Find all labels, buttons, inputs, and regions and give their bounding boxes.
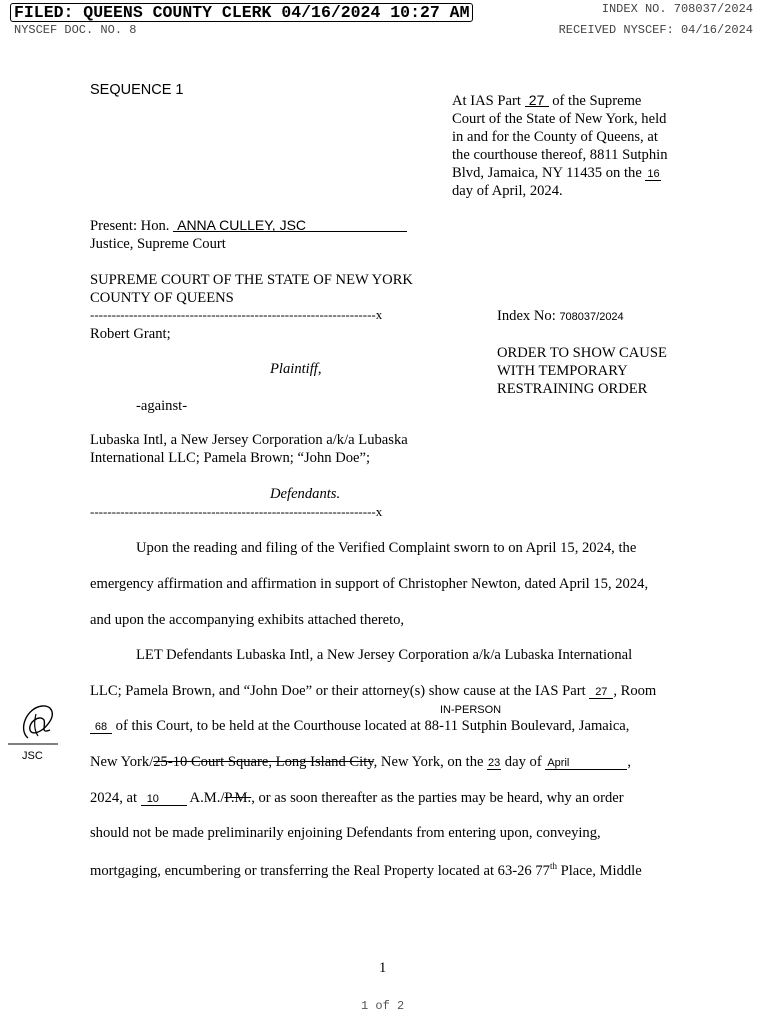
- body-p2-line4-end: ,: [627, 754, 631, 770]
- ias-part-number: 27: [525, 94, 549, 107]
- body-p2-line1: LET Defendants Lubaska Intl, a New Jersey Corporation a/k/a Lubaska International: [136, 647, 633, 663]
- body-p2-line7: [90, 861, 642, 880]
- caption-divider-top: ------------------------------------------------------------------x: [90, 307, 383, 322]
- defendants-line2: International LLC; Pamela Brown; “John Doe”;: [90, 450, 371, 466]
- caption-divider-bottom: ------------------------------------------------------------------x: [90, 504, 383, 519]
- ias-prefix: At IAS Part: [452, 93, 521, 109]
- ias-line4: the courthouse thereof, 8811 Sutphin: [452, 147, 668, 163]
- in-person-annotation: IN-PERSON: [440, 704, 502, 716]
- body-p2-line2-end: , Room: [613, 683, 657, 699]
- page-number: 1: [379, 960, 387, 976]
- body-p2-line4-a: New York/: [90, 754, 154, 770]
- plaintiff-name: Robert Grant;: [90, 326, 171, 342]
- body-p2-line2: [90, 683, 656, 700]
- ias-line6: day of April, 2024.: [452, 183, 563, 199]
- struck-pm: P.M.: [224, 790, 252, 806]
- struck-location: 25-10 Court Square, Long Island City: [153, 754, 374, 770]
- ias-day: 16: [647, 168, 660, 180]
- order-title-line3: RESTRAINING ORDER: [497, 381, 648, 397]
- order-title: [497, 344, 667, 398]
- justice-title: Justice, Supreme Court: [90, 236, 226, 252]
- judge-initials-signature: [8, 700, 60, 746]
- plaintiff-label: Plaintiff,: [270, 361, 322, 377]
- hearing-month: April: [545, 757, 627, 770]
- body-p1-line2: emergency affirmation and affirmation in support of Christopher Newton, dated April 15, 2024,: [90, 576, 649, 592]
- ias-line2: Court of the State of New York, held: [452, 111, 667, 127]
- against-label: -against-: [136, 398, 188, 414]
- hearing-part: 27: [589, 686, 613, 699]
- court-name: SUPREME COURT OF THE STATE OF NEW YORK: [90, 272, 413, 288]
- body-p2-line5-b: , or as soon thereafter as the parties may be heard, why an order: [251, 790, 624, 806]
- body-p2-day-of: day of: [504, 754, 542, 770]
- index-number-block: [497, 308, 624, 325]
- defendants-label: Defendants.: [270, 486, 341, 502]
- hearing-day: 23: [488, 757, 501, 769]
- ias-line1-rest: of the Supreme: [552, 93, 642, 109]
- court-county: COUNTY OF QUEENS: [90, 290, 234, 306]
- body-p2-line6: should not be made preliminarily enjoining Defendants from entering upon, conveying,: [90, 825, 601, 841]
- body-p1-line3: and upon the accompanying exhibits attached thereto,: [90, 612, 405, 628]
- index-number-header: INDEX NO. 708037/2024: [601, 2, 753, 16]
- ordinal-suffix: th: [549, 861, 557, 871]
- index-label: Index No:: [497, 308, 556, 324]
- filed-stamp: FILED: QUEENS COUNTY CLERK 04/16/2024 10:27 AM: [10, 3, 473, 22]
- present-prefix: Present: Hon.: [90, 218, 170, 234]
- body-p2-line7-a: mortgaging, encumbering or transferring the Real Property located at 63-26 77: [90, 862, 550, 879]
- received-date: RECEIVED NYSCEF: 04/16/2024: [558, 23, 753, 37]
- body-p2-line3-text: of this Court, to be held at the Courthouse located at 88-11 Sutphin Boulevard, Jamaica,: [115, 718, 630, 734]
- ias-line3: in and for the County of Queens, at: [452, 129, 658, 145]
- ias-line5-prefix: Blvd, Jamaica, NY 11435 on the: [452, 165, 642, 181]
- order-title-line1: ORDER TO SHOW CAUSE: [497, 345, 667, 361]
- body-p1-line1: Upon the reading and filing of the Verified Complaint sworn to on April 15, 2024, the: [136, 540, 637, 556]
- hearing-room: 68: [90, 721, 112, 734]
- body-p2-line7-b: Place, Middle: [556, 862, 642, 879]
- judge-name: ANNA CULLEY, JSC: [173, 219, 407, 232]
- am-label: A.M./: [189, 790, 225, 806]
- body-p2-line5-a: 2024, at: [90, 790, 138, 806]
- hearing-time: 10: [141, 793, 187, 806]
- initials-jsc-label: JSC: [22, 750, 43, 762]
- nyscef-doc-no: NYSCEF DOC. NO. 8: [14, 23, 137, 37]
- page-of-label: 1 of 2: [361, 999, 405, 1013]
- present-line: [90, 218, 407, 235]
- body-p2-line2-text: LLC; Pamela Brown, and “John Doe” or their attorney(s) show cause at the IAS Part: [90, 683, 586, 699]
- body-p2-line5: [90, 790, 624, 807]
- ias-block: [452, 92, 668, 200]
- body-p2-line4: [90, 754, 631, 771]
- index-value: 708037/2024: [559, 311, 624, 323]
- body-p2-line4-b: , New York, on the: [373, 754, 484, 770]
- order-title-line2: WITH TEMPORARY: [497, 363, 628, 379]
- defendants-line1: Lubaska Intl, a New Jersey Corporation a/k/a Lubaska: [90, 432, 408, 448]
- body-p2-line3: [90, 718, 629, 735]
- sequence-label: SEQUENCE 1: [90, 82, 184, 98]
